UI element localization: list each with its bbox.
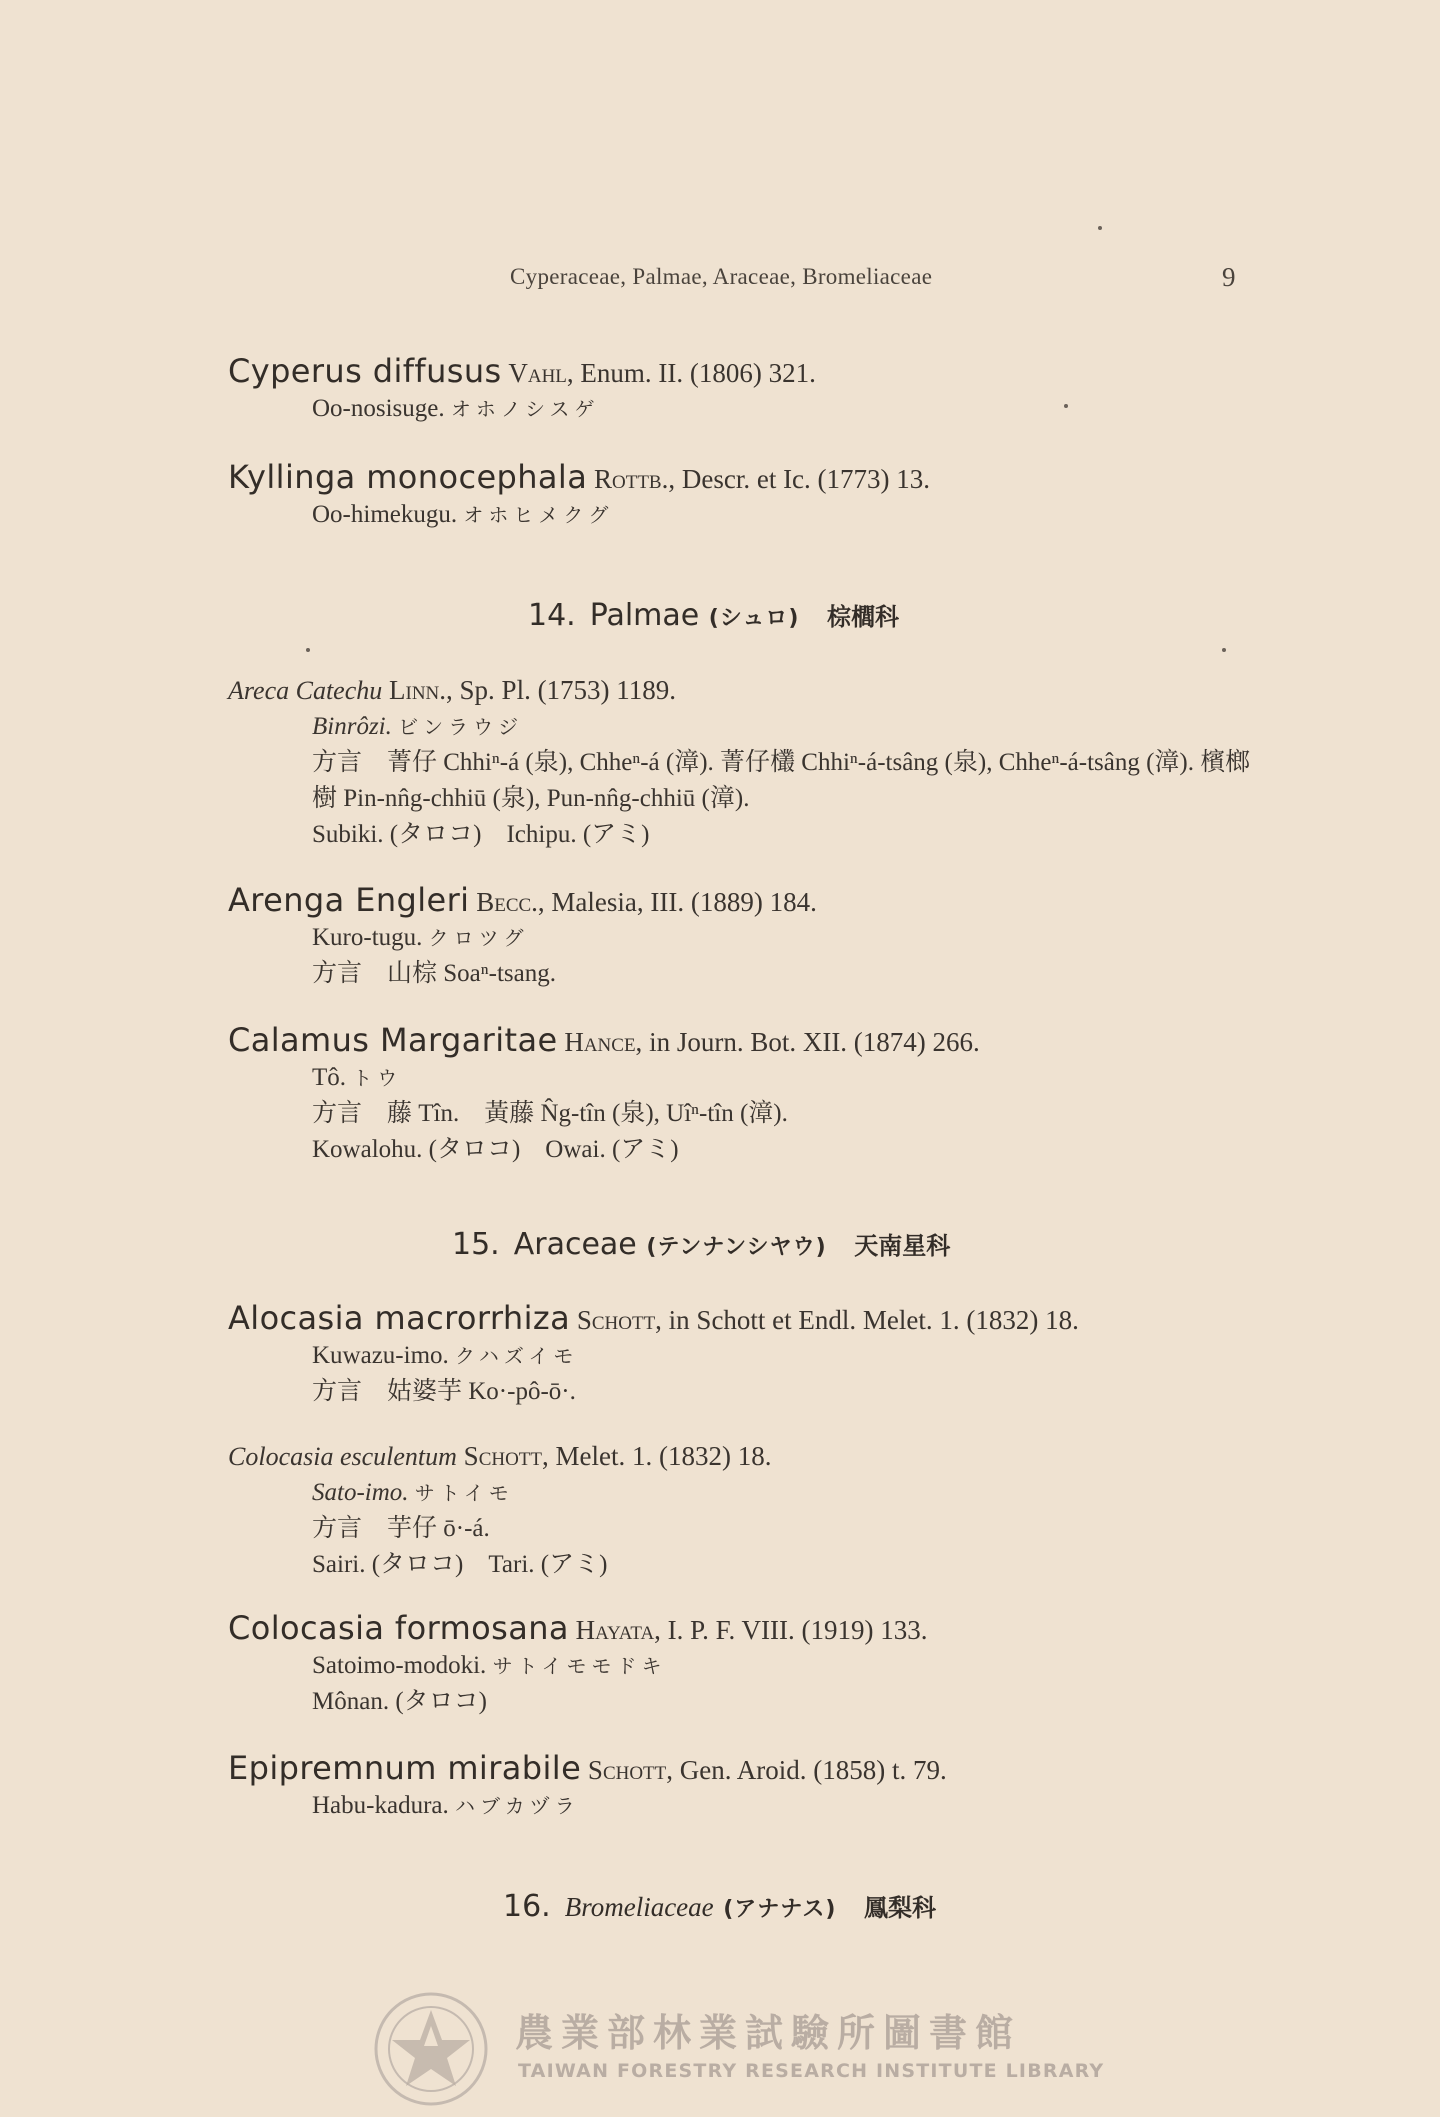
paper-speck [1222, 648, 1226, 652]
species-author: Becc., [476, 887, 545, 917]
species-citation: in Schott et Endl. Melet. 1. (1832) 18. [668, 1305, 1079, 1335]
species-name: Arenga Engleri [228, 881, 470, 919]
species-citation: Sp. Pl. (1753) 1189. [459, 675, 677, 705]
aboriginal-name-line: Kowalohu. (タロコ) Owai. (アミ) [312, 1136, 679, 1163]
japanese-name-line: Binrôzi. ビンラウジ [312, 713, 524, 740]
family-heading-araceae: 15. Araceae (テンナンシヤウ) 天南星科 [452, 1227, 951, 1262]
species-name: Alocasia macrorrhiza [228, 1299, 571, 1337]
species-author: Schott, [576, 1305, 662, 1335]
paper-speck [1098, 226, 1102, 230]
japanese-name-line: Sato-imo. サトイモ [312, 1479, 514, 1506]
dialect-name-line: 方言 姑婆芋 Ko·-pô-ō·. [312, 1378, 576, 1405]
library-name-chinese: 農業部林業試驗所圖書館 [515, 2011, 1022, 2055]
library-seal-icon [372, 1990, 490, 2108]
page-number: 9 [1222, 262, 1236, 292]
species-citation: Malesia, III. (1889) 184. [551, 887, 817, 917]
species-entry-arenga-engleri [228, 882, 817, 992]
aboriginal-name-line: Subiki. (タロコ) Ichipu. (アミ) [312, 821, 650, 848]
dialect-name-line: 方言 菁仔 Chhiⁿ-á (泉), Chheⁿ-á (漳). 菁仔欉 Chhiⁿ-á-tsâng (泉), Chheⁿ-á-tsâng (漳). 檳榔樹 Pin-nn̂g-chhiū (泉), Pun-nn̂g-chhiū (漳). [312, 749, 1251, 812]
species-entry-colocasia-formosana [228, 1610, 928, 1720]
species-entry-kyllinga-monocephala [228, 459, 930, 533]
family-heading-palmae: 14. Palmae (シュロ) 棕櫚科 [528, 598, 900, 633]
aboriginal-name-line: Sairi. (タロコ) Tari. (アミ) [312, 1551, 608, 1578]
species-citation: in Journ. Bot. XII. (1874) 266. [649, 1027, 980, 1057]
species-author: Schott, [463, 1441, 549, 1471]
species-name: Areca Catechu [228, 676, 383, 705]
dialect-name-line: 方言 山棕 Soaⁿ-tsang. [312, 960, 556, 987]
species-citation: Descr. et Ic. (1773) 13. [681, 464, 931, 494]
paper-speck [1064, 404, 1068, 408]
dialect-name-line: 方言 芋仔 ō·-á. [312, 1515, 490, 1542]
species-entry-alocasia-macrorrhiza [228, 1300, 1079, 1410]
species-name: Epipremnum mirabile [228, 1749, 582, 1787]
species-author: Hance, [564, 1027, 643, 1057]
species-entry-colocasia-esculentum [228, 1438, 771, 1583]
species-citation: Gen. Aroid. (1858) t. 79. [679, 1755, 947, 1785]
japanese-name-line: Satoimo-modoki. サトイモモドキ [312, 1652, 667, 1679]
species-citation: I. P. F. VIII. (1919) 133. [667, 1615, 928, 1645]
species-author: Schott, [587, 1755, 674, 1785]
species-entry-areca-catechu [228, 672, 1257, 853]
aboriginal-name-line: Mônan. (タロコ) [312, 1688, 487, 1715]
japanese-name-line: Kuwazu-imo. クハズイモ [312, 1342, 579, 1369]
species-name: Colocasia esculentum [228, 1442, 457, 1471]
species-entry-cyperus-diffusus [228, 353, 816, 427]
family-heading-bromeliaceae: 16. Bromeliaceae (アナナス) 鳳梨科 [503, 1889, 936, 1924]
japanese-name-line: Oo-himekugu. オホヒメクグ [312, 501, 614, 528]
library-name-english: TAIWAN FORESTRY RESEARCH INSTITUTE LIBRARY [518, 2060, 1105, 2082]
species-author: Vahl, [508, 358, 574, 388]
species-name: Calamus Margaritae [228, 1021, 558, 1059]
species-name: Colocasia formosana [228, 1609, 569, 1647]
species-name: Kyllinga monocephala [228, 458, 588, 496]
species-citation: Enum. II. (1806) 321. [580, 358, 816, 388]
species-entry-calamus-margaritae [228, 1022, 980, 1168]
running-head: Cyperaceae, Palmae, Araceae, Bromeliaceae [510, 264, 933, 289]
dialect-name-line: 方言 藤 Tîn. 黃藤 N̂g-tîn (泉), Uîⁿ-tîn (漳). [312, 1100, 788, 1127]
japanese-name-line: Oo-nosisuge. オホノシスゲ [312, 395, 600, 422]
species-author: Hayata, [575, 1615, 661, 1645]
japanese-name-line: Kuro-tugu. クロツグ [312, 924, 529, 951]
species-author: Linn., [389, 675, 453, 705]
japanese-name-line: Habu-kadura. ハブカヅラ [312, 1792, 580, 1819]
species-citation: Melet. 1. (1832) 18. [555, 1441, 772, 1471]
japanese-name-line: Tô. トウ [312, 1064, 403, 1091]
species-name: Cyperus diffusus [228, 352, 502, 390]
species-entry-epipremnum-mirabile [228, 1750, 947, 1824]
species-author: Rottb., [593, 464, 676, 494]
paper-speck [306, 648, 310, 652]
